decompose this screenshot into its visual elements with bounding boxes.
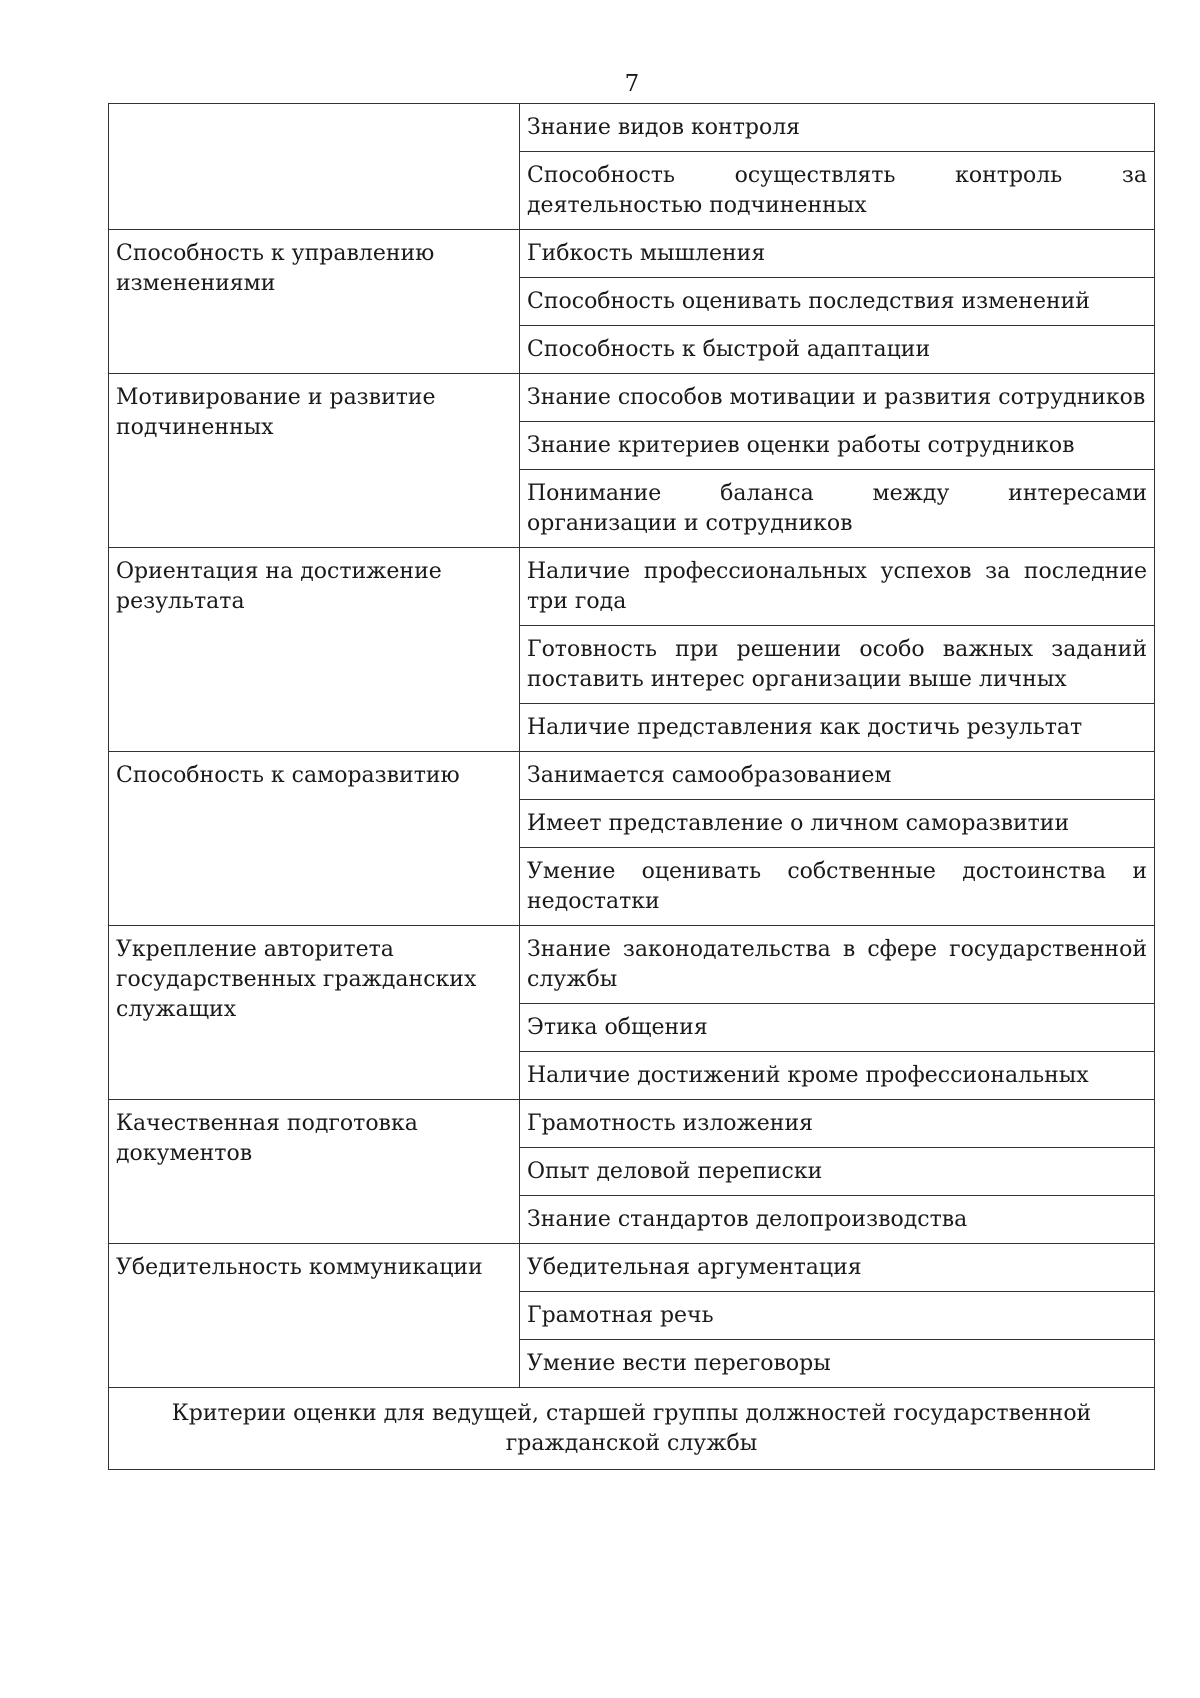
section-heading: Критерии оценки для ведущей, старшей группы должностей государственной гражданской службы	[109, 1388, 1155, 1470]
indicator-cell: Готовность при решении особо важных заданий поставить интерес организации выше личных	[520, 626, 1155, 704]
indicator-cell: Знание видов контроля	[520, 104, 1155, 152]
page-number: 7	[624, 71, 640, 97]
indicator-cell: Способность к быстрой адаптации	[520, 326, 1155, 374]
competency-cell: Способность к саморазвитию	[109, 752, 520, 926]
indicator-cell: Знание стандартов делопроизводства	[520, 1196, 1155, 1244]
competency-cell: Укрепление авторитета государственных гражданских служащих	[109, 926, 520, 1100]
table-row	[109, 926, 1155, 1004]
indicator-cell: Опыт деловой переписки	[520, 1148, 1155, 1196]
competency-cell	[109, 104, 520, 230]
criteria-table	[108, 103, 1155, 1470]
indicator-cell: Убедительная аргументация	[520, 1244, 1155, 1292]
table-row	[109, 1244, 1155, 1292]
criteria-table-body	[109, 104, 1155, 1470]
indicator-cell: Наличие достижений кроме профессиональных	[520, 1052, 1155, 1100]
indicator-cell: Знание законодательства в сфере государственной службы	[520, 926, 1155, 1004]
table-row	[109, 374, 1155, 422]
indicator-cell: Знание критериев оценки работы сотрудников	[520, 422, 1155, 470]
table-row	[109, 1388, 1155, 1470]
competency-cell: Ориентация на достижение результата	[109, 548, 520, 752]
table-row	[109, 752, 1155, 800]
competency-cell: Качественная подготовка документов	[109, 1100, 520, 1244]
indicator-cell: Умение вести переговоры	[520, 1340, 1155, 1388]
competency-cell: Убедительность коммуникации	[109, 1244, 520, 1388]
competency-cell: Способность к управлению изменениями	[109, 230, 520, 374]
table-row	[109, 230, 1155, 278]
indicator-cell: Умение оценивать собственные достоинства и недостатки	[520, 848, 1155, 926]
indicator-cell: Имеет представление о личном саморазвитии	[520, 800, 1155, 848]
table-row	[109, 104, 1155, 152]
indicator-cell: Наличие профессиональных успехов за последние три года	[520, 548, 1155, 626]
indicator-cell: Грамотность изложения	[520, 1100, 1155, 1148]
indicator-cell: Знание способов мотивации и развития сотрудников	[520, 374, 1155, 422]
table-row	[109, 548, 1155, 626]
indicator-cell: Гибкость мышления	[520, 230, 1155, 278]
indicator-cell: Понимание баланса между интересами организации и сотрудников	[520, 470, 1155, 548]
competency-cell: Мотивирование и развитие подчиненных	[109, 374, 520, 548]
table-row	[109, 1100, 1155, 1148]
indicator-cell: Этика общения	[520, 1004, 1155, 1052]
indicator-cell: Наличие представления как достичь результат	[520, 704, 1155, 752]
indicator-cell: Способность осуществлять контроль за деятельностью подчиненных	[520, 152, 1155, 230]
indicator-cell: Способность оценивать последствия изменений	[520, 278, 1155, 326]
indicator-cell: Занимается самообразованием	[520, 752, 1155, 800]
indicator-cell: Грамотная речь	[520, 1292, 1155, 1340]
